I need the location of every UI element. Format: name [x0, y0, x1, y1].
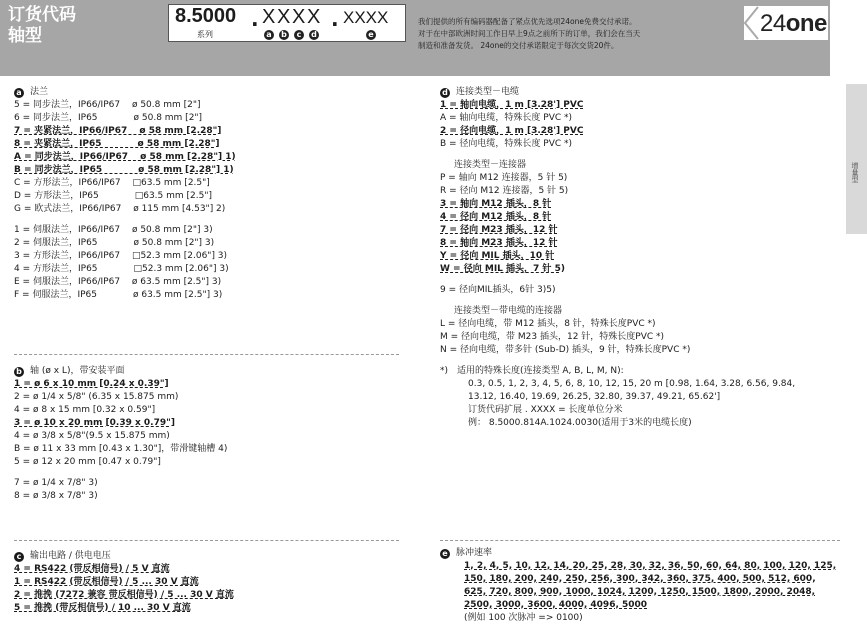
- section-title: [14, 365, 404, 378]
- list-item: 订货代码扩展 . XXXX = 长度单位分米: [468, 405, 623, 415]
- pulse-example: (例如 100 次脉冲 => 0100): [464, 613, 583, 623]
- list-item: 2 = 伺服法兰，IP65 ø 50.8 mm [2"] 3): [14, 238, 215, 248]
- flange-list: [14, 99, 404, 216]
- list-item: 8 = 轴向 M23 插头，12 针: [440, 238, 558, 248]
- list-item: 2 = 径向电缆，1 m [3.28'] PVC: [440, 126, 584, 136]
- code-x-a: X: [262, 6, 276, 28]
- title-line-2: 轴型: [8, 26, 42, 46]
- section-title: [440, 86, 840, 99]
- list-item: 8 = 夹紧法兰，IP65 ø 58 mm [2.28"]: [14, 139, 220, 149]
- list-item: 9 = 径向MIL插头，6针 3)5): [440, 285, 556, 295]
- title-line-1: 订货代码: [8, 5, 76, 25]
- list-item: 4 = ø 8 x 15 mm [0.32 x 0.59"]: [14, 405, 156, 415]
- list-item: 1 = RS422 (带反相信号) / 5 ... 30 V 直流: [14, 577, 199, 587]
- marker-e-icon: e: [440, 549, 450, 559]
- page-title: [8, 5, 76, 47]
- shaft-title: 轴 (ø x L)，带安装平面: [30, 366, 125, 376]
- code-series-label: 系列: [197, 30, 213, 39]
- list-item: 4 = 方形法兰，IP65 □52.3 mm [2.06"] 3): [14, 264, 229, 274]
- section-title: [14, 86, 404, 99]
- output-list: [14, 563, 404, 615]
- pulse-rate-list: [440, 560, 840, 612]
- list-item: 1 = ø 6 x 10 mm [0.24 x 0.39"]: [14, 379, 169, 389]
- marker-b-icon: b: [14, 367, 24, 377]
- list-item: B = 同步法兰，IP65 ø 58 mm [2.28"] 1): [14, 165, 234, 175]
- note-line: 我们提供的所有编码器配备了紧点优先选项24one免费交付承诺。: [418, 17, 637, 26]
- delivery-note: [418, 16, 718, 52]
- section-b: [14, 365, 404, 503]
- list-item: M = 径向电缆，带 M23 插头，12 针，特殊长度PVC *): [440, 332, 665, 342]
- code-x-c: X: [292, 6, 306, 28]
- list-item: 2500, 3000, 3600, 4000, 4096, 5000: [464, 600, 648, 610]
- list-item: B = ø 11 x 33 mm [0.43 x 1.30"]，带滑键轴槽 4): [14, 444, 228, 454]
- note-line: 对于在中部欧洲时间工作日早上9点之前所下的订单，我们会在当天: [418, 29, 641, 38]
- list-item: G = 欧式法兰，IP66/IP67 ø 115 mm [4.53"] 2): [14, 204, 226, 214]
- list-item: 5 = 推挽 (带反相信号) / 10 ... 30 V 直流: [14, 603, 191, 613]
- list-item: P = 轴向 M12 连接器，5 针 5): [440, 173, 568, 183]
- list-item: D = 方形法兰，IP65 □63.5 mm [2.5"]: [14, 191, 213, 201]
- connector-list: [440, 172, 840, 276]
- marker-b-icon: b: [279, 30, 289, 40]
- special-length-title: *) 适用的特殊长度(连接类型 A, B, L, M, N):: [440, 366, 624, 376]
- flange-title: 法兰: [30, 87, 49, 97]
- code-x-b: X: [277, 6, 291, 28]
- list-item: 4 = ø 3/8 x 5/8"(9.5 x 15.875 mm): [14, 431, 170, 441]
- section-title: [14, 550, 404, 563]
- section-e: [440, 547, 840, 625]
- list-item: L = 径向电缆，带 M12 插头，8 针，特殊长度PVC *): [440, 319, 656, 329]
- shaft-list-extra: [14, 477, 404, 503]
- list-item: 3 = ø 10 x 20 mm [0.39 x 0.79"]: [14, 418, 175, 428]
- special-length-list: [440, 378, 840, 430]
- marker-d-icon: d: [309, 30, 319, 40]
- list-item: 5 = 同步法兰，IP66/IP67 ø 50.8 mm [2"]: [14, 100, 201, 110]
- section-d: [440, 86, 840, 430]
- header-bar: [0, 0, 830, 76]
- list-item: 3 = 轴向 M12 插头，8 针: [440, 199, 552, 209]
- marker-a-icon: a: [14, 88, 24, 98]
- list-item: A = 同步法兰，IP66/IP67 ø 58 mm [2.28"] 1): [14, 152, 236, 162]
- section-a: [14, 86, 404, 302]
- code-separator: .: [331, 7, 339, 31]
- pulse-rate-title: 脉冲速率: [456, 548, 493, 558]
- 24one-logo: [744, 6, 828, 40]
- list-item: 7 = 夹紧法兰，IP66/IP67 ø 58 mm [2.28"]: [14, 126, 222, 136]
- list-item: C = 方形法兰，IP66/IP67 □63.5 mm [2.5"]: [14, 178, 210, 188]
- logo-bold: one: [785, 10, 827, 37]
- list-item: 3 = 方形法兰，IP66/IP67 □52.3 mm [2.06"] 3): [14, 251, 228, 261]
- marker-d-icon: d: [440, 88, 450, 98]
- list-item: R = 径向 M12 连接器，5 针 5): [440, 186, 569, 196]
- list-item: Y = 径向 MIL 插头，10 针: [440, 251, 555, 261]
- output-title: 输出电路 / 供电电压: [30, 551, 111, 561]
- list-item: 4 = 径向 M12 插头，8 针: [440, 212, 552, 222]
- cable-connector-subtitle: 连接类型－带电缆的连接器: [454, 306, 563, 316]
- code-series: 8.5000: [175, 5, 237, 27]
- list-item: 2 = ø 1/4 x 5/8" (6.35 x 15.875 mm): [14, 392, 179, 402]
- cable-connector-list: [440, 318, 840, 357]
- code-x-d: X: [307, 6, 321, 28]
- list-item: N = 径向电缆，带多针 (Sub-D) 插头，9 针，特殊长度PVC *): [440, 345, 691, 355]
- list-item: 1 = 轴向电缆，1 m [3.28'] PVC: [440, 100, 584, 110]
- code-tail: XXXX: [343, 8, 389, 27]
- code-separator: .: [251, 7, 259, 31]
- section-title: [440, 547, 840, 560]
- connection-cable-title: 连接类型－电缆: [456, 87, 520, 97]
- list-item: 0.3, 0.5, 1, 2, 3, 4, 5, 6, 8, 10, 12, 15, 20 m [0.98, 1.64, 3.28, 6.56, 9.84,: [468, 379, 796, 389]
- list-item: 4 = RS422 (带反相信号) / 5 V 直流: [14, 564, 170, 574]
- list-item: 6 = 同步法兰，IP65 ø 50.8 mm [2"]: [14, 113, 203, 123]
- list-item: 7 = ø 1/4 x 7/8" 3): [14, 478, 98, 488]
- list-item: 2 = 推挽 (7272 兼容 带反相信号) / 5 ... 30 V 直流: [14, 590, 234, 600]
- shaft-list: [14, 378, 404, 469]
- list-item: A = 轴向电缆，特殊长度 PVC *): [440, 113, 573, 123]
- marker-c-icon: c: [14, 552, 24, 562]
- logo-text: [760, 10, 827, 38]
- divider: [14, 354, 399, 355]
- marker-a-icon: a: [264, 30, 274, 40]
- list-item: 7 = 径向 M23 插头，12 针: [440, 225, 558, 235]
- servo-flange-list: [14, 224, 404, 302]
- list-item: 例： 8.5000.814A.1024.0030(适用于3米的电缆长度): [468, 418, 692, 428]
- logo-plain: 24: [760, 10, 786, 37]
- list-item: 8 = ø 3/8 x 7/8" 3): [14, 491, 98, 501]
- section-c: [14, 550, 404, 615]
- list-item: 1, 2, 4, 5, 10, 12, 14, 20, 25, 28, 30, 32, 36, 50, 60, 64, 80, 100, 120, 125,: [464, 561, 837, 571]
- divider: [14, 540, 399, 541]
- cable-list: [440, 99, 840, 151]
- side-tab[interactable]: [846, 84, 867, 234]
- list-item: F = 伺服法兰，IP65 ø 63.5 mm [2.5"] 3): [14, 290, 223, 300]
- list-item: B = 径向电缆，特殊长度 PVC *): [440, 139, 573, 149]
- list-item: E = 伺服法兰，IP66/IP67 ø 63.5 mm [2.5"] 3): [14, 277, 222, 287]
- list-item: 5 = ø 12 x 20 mm [0.47 x 0.79"]: [14, 457, 161, 467]
- side-tab-label: 增量型: [851, 162, 859, 183]
- list-item: 1 = 伺服法兰，IP66/IP67 ø 50.8 mm [2"] 3): [14, 225, 213, 235]
- list-item: 150, 180, 200, 240, 250, 256, 300, 342, 360, 375, 400, 500, 512, 600,: [464, 574, 816, 584]
- list-item: 13.12, 16.40, 19.69, 26.25, 32.80, 39.37, 49.21, 65.62']: [468, 392, 721, 402]
- order-code-box: [168, 4, 406, 42]
- marker-e-icon: e: [366, 30, 376, 40]
- connector-subtitle: 连接类型－连接器: [454, 160, 527, 170]
- note-line: 制造和准备发货。 24one的交付承诺限定于每次交货20件。: [418, 41, 619, 50]
- marker-c-icon: c: [294, 30, 304, 40]
- list-item: 625, 720, 800, 900, 1000, 1024, 1200, 1250, 1500, 1800, 2000, 2048,: [464, 587, 816, 597]
- list-item: W = 径向 MIL 插头，7 针 5): [440, 264, 565, 274]
- divider: [440, 540, 840, 541]
